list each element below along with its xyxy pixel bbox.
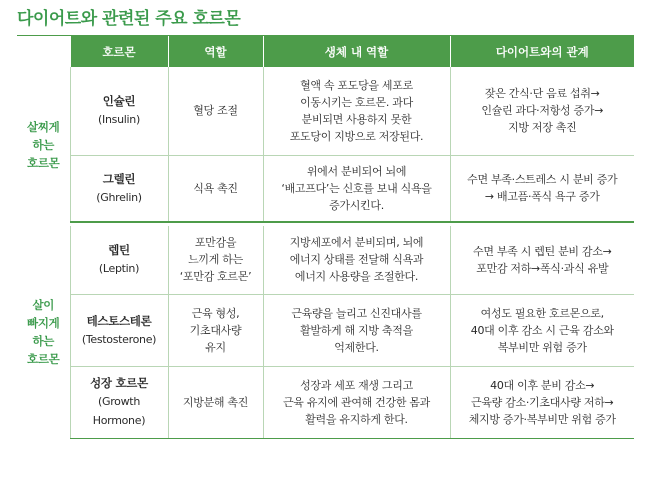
hormone-name-cell	[70, 226, 168, 294]
hormone-en-name: (Ghrelin)	[96, 190, 142, 204]
header-body-role: 생체 내 역할	[263, 36, 450, 67]
header-blank	[17, 36, 70, 67]
hormone-name-cell	[70, 155, 168, 222]
role-cell: 혈당 조절	[168, 67, 263, 155]
header-row	[17, 36, 634, 67]
hormone-en-name: (Growth Hormone)	[92, 395, 146, 427]
body-role-cell: 위에서 분비되어 뇌에 ‘배고프다’는 신호를 보내 식욕을 증가시킨다.	[263, 155, 450, 222]
diet-relation-cell: 40대 이후 분비 감소→ 근육량 감소·기초대사량 저하→ 체지방 증가·복부비만 위험 증가	[450, 366, 634, 438]
diet-relation-cell: 잦은 간식·단 음료 섭취→ 인슐린 과다·저항성 증가→ 지방 저장 촉진	[450, 67, 634, 155]
table-row	[17, 155, 634, 222]
role-cell: 근육 형성, 기초대사량 유지	[168, 294, 263, 366]
group-label-gain: 살찌게 하는 호르몬	[27, 119, 60, 170]
diet-relation-cell: 수면 부족 시 렙틴 분비 감소→ 포만감 저하→폭식·과식 유발	[450, 226, 634, 294]
table-row	[17, 226, 634, 294]
hormone-en-name: (Testosterone)	[81, 332, 157, 346]
table-row	[17, 366, 634, 438]
hormone-name: 렙틴	[108, 243, 130, 258]
body-role-cell: 성장과 세포 재생 그리고 근육 유지에 관여해 건강한 몸과 활력을 유지하게 한다.	[263, 366, 450, 438]
hormone-en-name: (Leptin)	[98, 262, 140, 276]
hormone-name-cell	[70, 294, 168, 366]
header-diet-relation: 다이어트와의 관계	[450, 36, 634, 67]
hormone-table-wrap	[17, 36, 634, 439]
group-label-loss: 살이 빠지게 하는 호르몬	[27, 298, 60, 366]
hormone-name: 성장 호르몬	[90, 376, 148, 390]
body-role-cell: 혈액 속 포도당을 세포로 이동시키는 호르몬. 과다 분비되면 사용하지 못한 포도당이 지방으로 저장된다.	[263, 67, 450, 155]
role-cell: 식욕 촉진	[168, 155, 263, 222]
role-cell: 지방분해 촉진	[168, 366, 263, 438]
hormone-name: 인슐린	[102, 94, 136, 109]
table-row	[17, 294, 634, 366]
header-hormone: 호르몬	[70, 36, 168, 67]
hormone-en-name: (Insulin)	[98, 113, 140, 127]
page-title: 다이어트와 관련된 주요 호르몬	[17, 9, 241, 29]
header-role: 역할	[168, 36, 263, 67]
table-row	[17, 67, 634, 155]
hormone-table	[17, 36, 634, 439]
hormone-name-cell	[70, 67, 168, 155]
hormone-name: 그렐린	[102, 171, 136, 186]
body-role-cell: 지방세포에서 분비되며, 뇌에 에너지 상태를 전달해 식욕과 에너지 사용량을 조절한다.	[263, 226, 450, 294]
diet-relation-cell: 여성도 필요한 호르몬으로, 40대 이후 감소 시 근육 감소와 복부비만 위험 증가	[450, 294, 634, 366]
diet-relation-cell: 수면 부족·스트레스 시 분비 증가 → 배고픔·폭식 욕구 증가	[450, 155, 634, 222]
role-cell: 포만감을 느끼게 하는 ‘포만감 호르몬’	[168, 226, 263, 294]
body-role-cell: 근육량을 늘리고 신진대사를 활발하게 해 지방 축적을 억제한다.	[263, 294, 450, 366]
hormone-name-cell	[70, 366, 168, 438]
hormone-name: 테스토스테론	[86, 313, 152, 328]
